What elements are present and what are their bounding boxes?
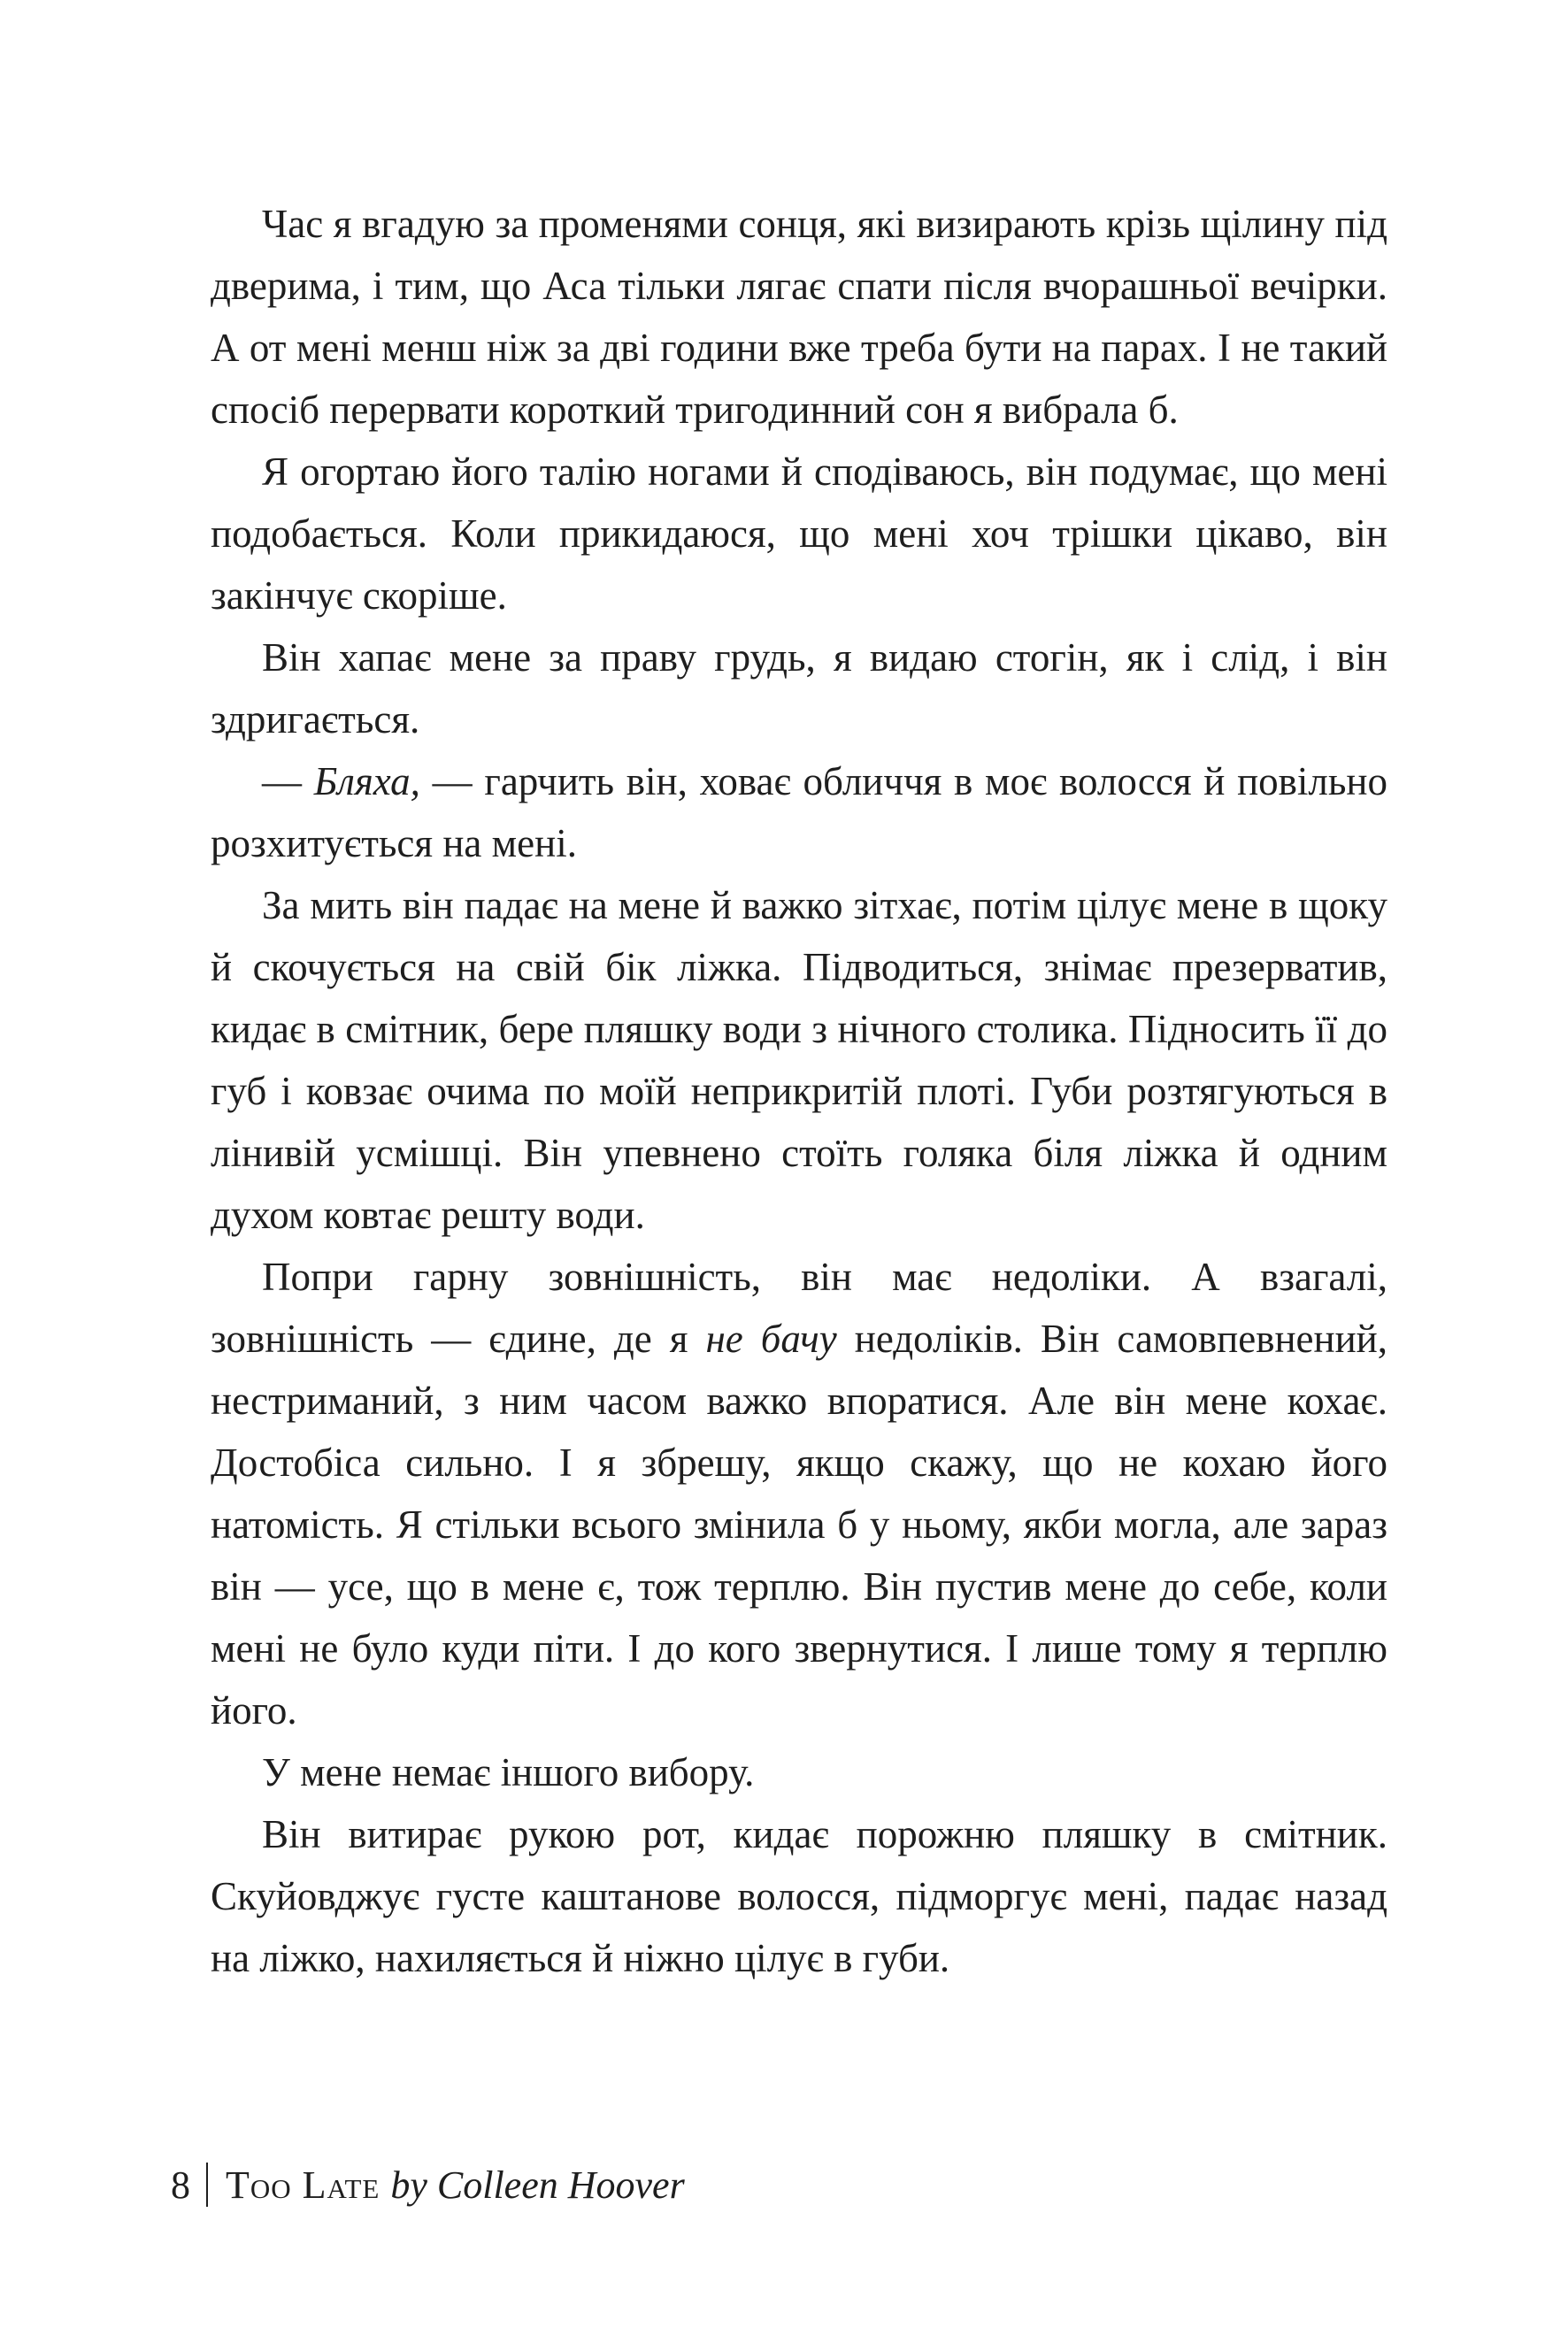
paragraph-6 bbox=[211, 1246, 1387, 1741]
italic-emphasis: не бачу bbox=[705, 1317, 837, 1361]
paragraph-7: У мене немає іншого вибору. bbox=[262, 1750, 755, 1794]
paragraph-5: За мить він падає на мене й важко зітхає, потім цілує мене в щоку й скочується на свій бік ліжка. Підводиться, знімає презерватив, кидає в смітник, бере пляшку води з нічного столика. Підносить її до губ і ковзає очима по моїй неприкритій плоті. Губи розтягуються в лінивій усмішці. Він упевнено стоїть голяка біля ліжка й одним духом ковтає решту води. bbox=[211, 883, 1387, 1237]
paragraph-6-after: недоліків. Він самовпевнений, нестриманий, з ним часом важко впоратися. Але він мене кохає. Достобіса сильно. І я збрешу, якщо скажу, що не кохаю його натомість. Я стільки всього змінила б у ньому, якби могла, але зараз він — усе, що в мене є, тож терплю. Він пустив мене до себе, коли мені не було куди піти. І до кого звернутися. І лише тому я терплю його. bbox=[211, 1317, 1388, 1733]
paragraph-3: Він хапає мене за праву грудь, я видаю стогін, як і слід, і він здригається. bbox=[211, 635, 1387, 741]
paragraph-8: Він витирає рукою рот, кидає порожню пляшку в смітник. Скуйовджує густе каштанове волосся, підморгує мені, падає назад на ліжко, нахиляється й ніжно цілує в губи. bbox=[211, 1812, 1387, 1980]
dialogue-dash: — bbox=[262, 759, 314, 803]
paragraph-4 bbox=[211, 750, 1387, 874]
footer-divider bbox=[206, 2163, 208, 2207]
book-title: Too Late bbox=[226, 2163, 380, 2207]
body-text bbox=[211, 193, 1387, 1989]
paragraph-2: Я огортаю його талію ногами й сподіваюсь, він подумає, що мені подобається. Коли прикидаюся, що мені хоч трішки цікаво, він закінчує скоріше. bbox=[211, 449, 1387, 618]
author-byline: by Colleen Hoover bbox=[390, 2163, 685, 2207]
page-number: 8 bbox=[171, 2163, 190, 2207]
paragraph-6-before: Попри гарну зовнішність, він має недоліки. А взагалі, зовнішність — єдине, де я bbox=[211, 1255, 1387, 1361]
italic-exclamation: Бляха, bbox=[313, 759, 420, 803]
running-footer bbox=[171, 2159, 685, 2212]
paragraph-1: Час я вгадую за променями сонця, які визирають крізь щілину під дверима, і тим, що Аса тільки лягає спати після вчорашньої вечірки. А от мені менш ніж за дві години вже треба бути на парах. І не такий спосіб перервати короткий тригодинний сон я вибрала б. bbox=[211, 202, 1387, 432]
dialogue-rest: — гарчить він, ховає обличчя в моє волосся й повільно розхитується на мені. bbox=[211, 759, 1387, 865]
